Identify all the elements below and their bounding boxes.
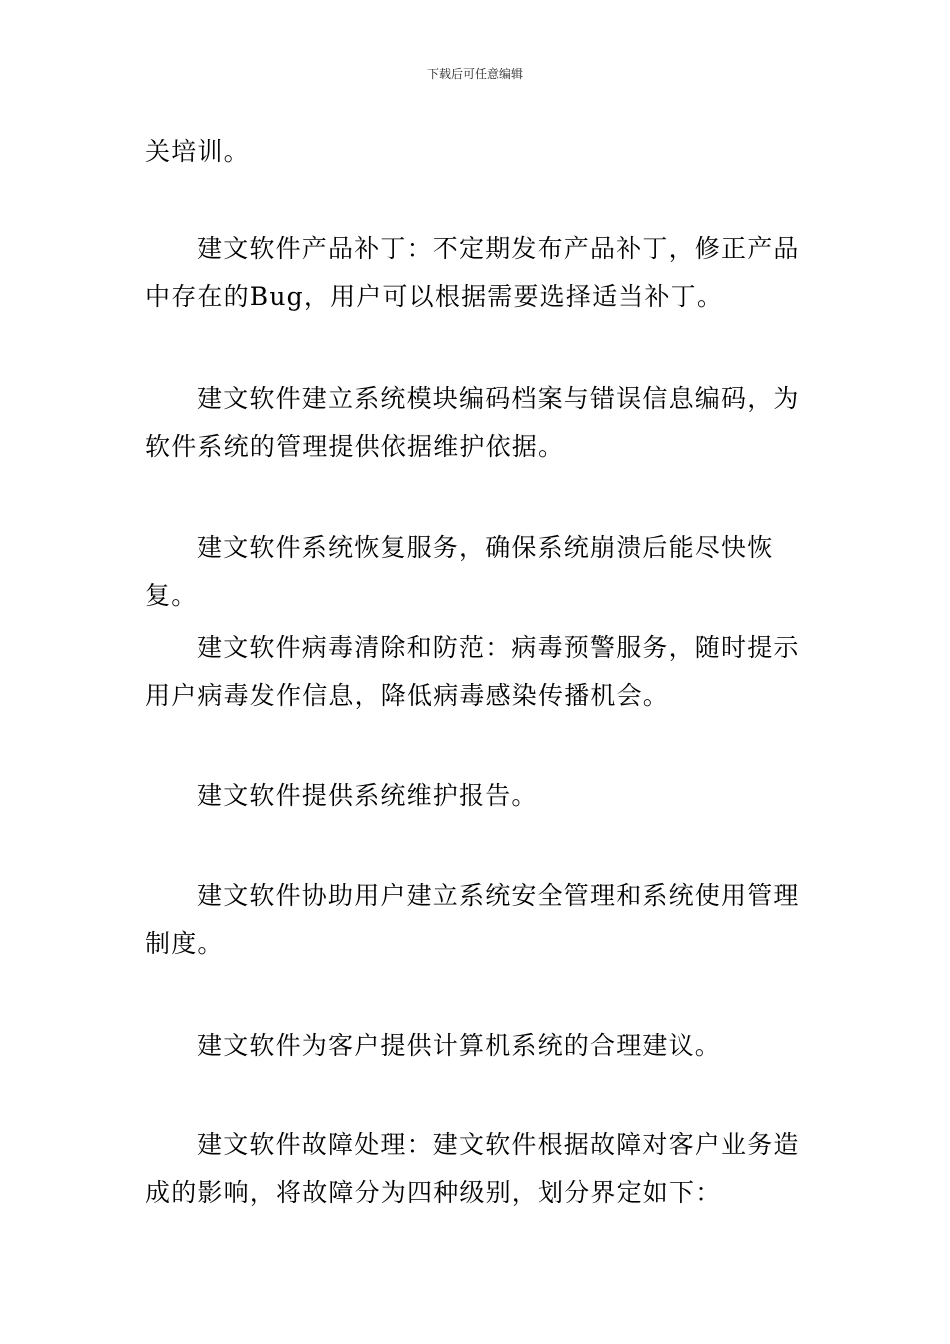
paragraph-virus-prevention: 建文软件病毒清除和防范：病毒预警服务，随时提示用户病毒发作信息，降低病毒感染传播机会。	[145, 633, 800, 710]
paragraph-fault-handling: 建文软件故障处理：建文软件根据故障对客户业务造成的影响，将故障分为四种级别，划分界定如下：	[145, 1130, 800, 1207]
paragraph-product-patch: 建文软件产品补丁：不定期发布产品补丁，修正产品中存在的Bug，用户可以根据需要选择适当补丁。	[145, 234, 800, 311]
paragraph-maintenance-report: 建文软件提供系统维护报告。	[197, 781, 538, 810]
page-header: 下载后可任意编辑	[426, 67, 523, 81]
paragraph-system-recovery: 建文软件系统恢复服务，确保系统崩溃后能尽快恢复。	[145, 533, 774, 610]
paragraph-security-management: 建文软件协助用户建立系统安全管理和系统使用管理制度。	[145, 881, 800, 958]
paragraph-computer-advice: 建文软件为客户提供计算机系统的合理建议。	[197, 1031, 722, 1060]
paragraph-module-coding: 建文软件建立系统模块编码档案与错误信息编码，为软件系统的管理提供依据维护依据。	[145, 384, 800, 461]
paragraph-continuation: 关培训。	[145, 137, 250, 166]
